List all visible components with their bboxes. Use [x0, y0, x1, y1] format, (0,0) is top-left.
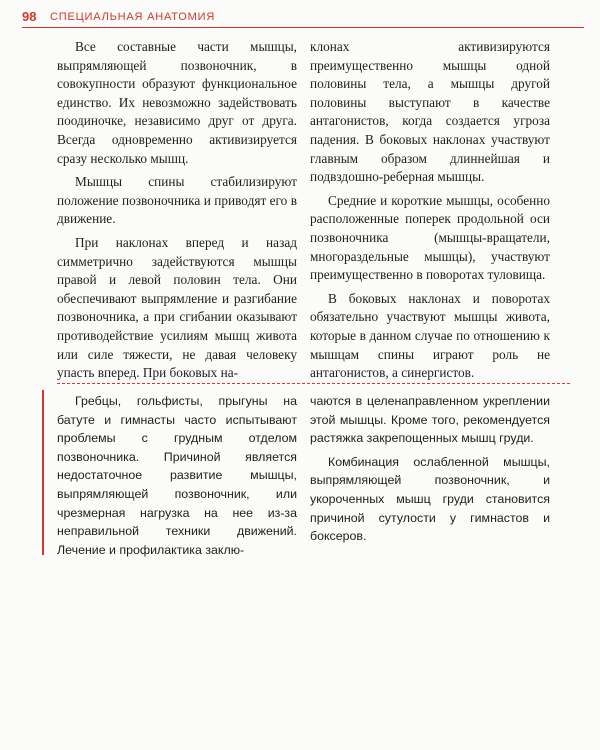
paragraph: Все составные части мышцы, выпрямляющей позвоночник, в совокупности образуют функциональное единство. Их невозможно задействовать поодиночке, независимо друг от друга. Всегда одновременно активизируется сразу несколько мышц. — [57, 39, 297, 166]
box-paragraph: Гребцы, гольфисты, прыгуны на батуте и гимнасты часто испытывают проблемы с грудным отделом позвоночника. Причиной является недостаточное развитие мышцы, выпрямляющей позвоночник, или чрезмерная нагрузка на нее из-за неправильной техники движений. Лечение и профилактика заклю- — [57, 394, 297, 557]
sidebar-box-top-rule — [57, 383, 570, 384]
box-paragraph: Комбинация ослабленной мышцы, выпрямляющей позвоночник, и укороченных мышц груди становится причиной сутулости у гимнастов и боксеров. — [310, 454, 550, 544]
header-rule — [22, 27, 584, 28]
page-number: 98 — [22, 9, 37, 24]
paragraph: При наклонах вперед и назад симметрично задействуются мышцы правой и левой половин тела. Они обеспечивают выпрямление и разгибание позвоночника, а при сгибании оказывают противодействие усилиям мышц живота или силе тяжести, не давая человеку упасть вперед. При боковых на- — [57, 234, 297, 381]
sidebar-box-left-bar — [42, 390, 44, 555]
section-title: СПЕЦИАЛЬНАЯ АНАТОМИЯ — [50, 11, 216, 23]
box-paragraph-continuation: чаются в целенаправленном укреплении этой мышцы. Кроме того, рекомендуется растяжка закрепощенных мышц груди. — [310, 394, 550, 446]
main-text-left-column — [57, 38, 297, 388]
main-text-right-column — [310, 38, 550, 388]
paragraph-continuation: клонах активизируются преимущественно мышцы одной половины тела, а мышцы другой половины выступают в качестве антагонистов, когда создается угроза падения. В боковых наклонах участвуют главным образом длиннейшая и подвздошно-реберная мышцы. — [310, 39, 550, 185]
paragraph: Мышцы спины стабилизируют положение позвоночника и приводят его в движение. — [57, 174, 297, 227]
paragraph: Средние и короткие мышцы, особенно расположенные поперек продольной оси позвоночника (мышцы-вращатели, многораздельные мышцы), участвуют преимущественно в поворотах туловища. — [310, 192, 550, 283]
page-header — [22, 8, 584, 30]
sidebar-box-left-column — [57, 392, 297, 564]
sidebar-box-right-column — [310, 392, 550, 551]
paragraph: В боковых наклонах и поворотах обязательно участвуют мышцы живота, которые в данном случае по отношению к мышцам спины играют роль не антагонистов, а синергистов. — [310, 290, 550, 381]
